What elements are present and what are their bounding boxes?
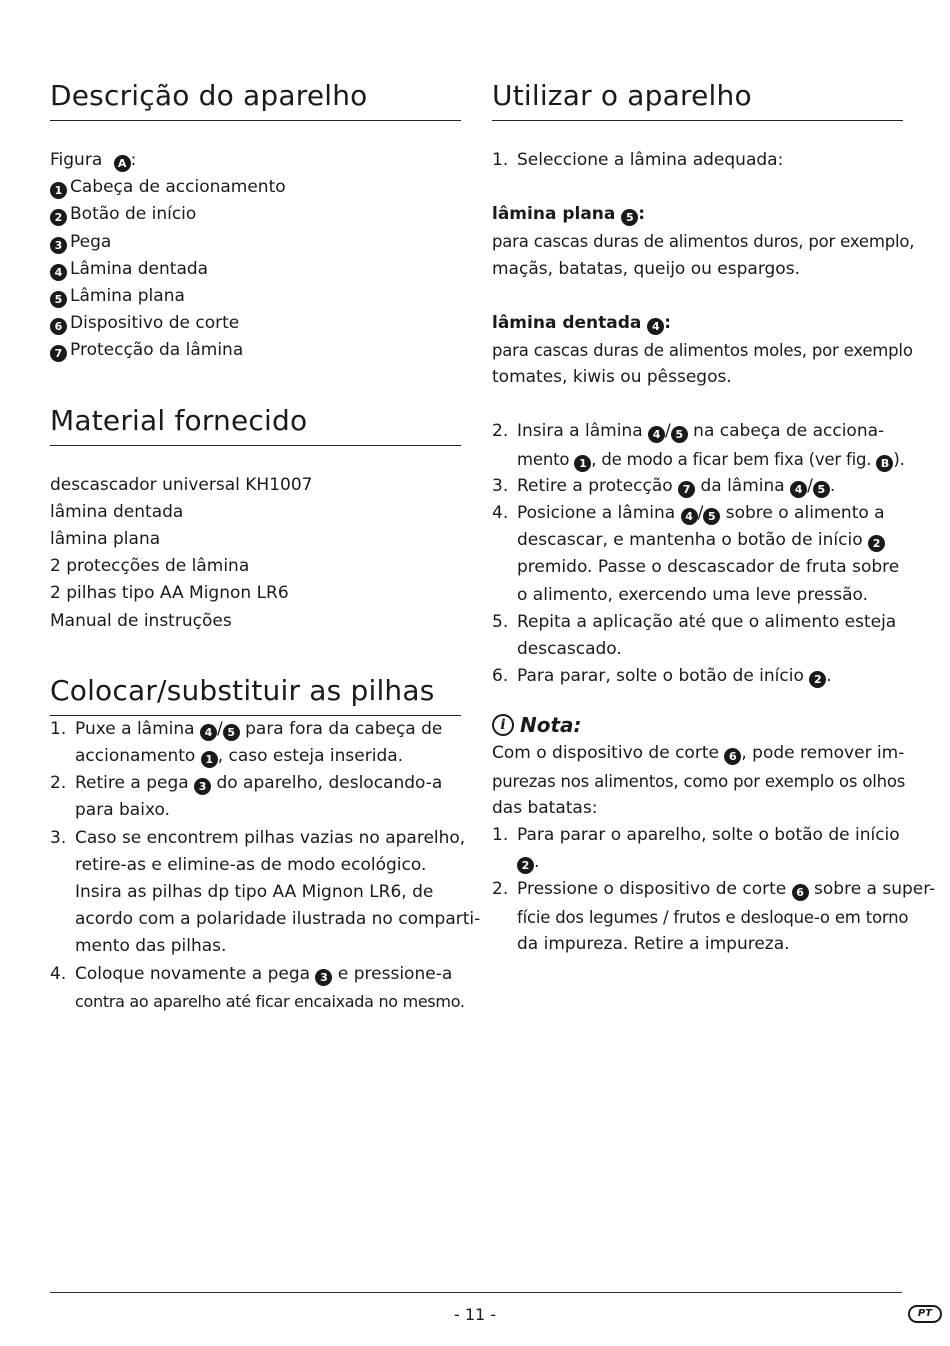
badge-4: 4 <box>681 508 698 525</box>
badge-2: 2 <box>868 535 885 552</box>
step-text: sobre o alimento a <box>720 503 885 524</box>
right-column <box>492 78 936 958</box>
part-badge: 6 <box>50 318 67 335</box>
step-text: Para parar o aparelho, solte o botão de início <box>517 825 900 846</box>
section-descricao <box>50 78 461 365</box>
step-text: . <box>826 666 832 687</box>
material-list <box>50 472 461 635</box>
pilhas-step-3 <box>50 825 481 961</box>
section-material <box>50 403 461 635</box>
badge-7: 7 <box>678 481 695 498</box>
badge-1: 1 <box>201 751 218 768</box>
blade-plana-text: maçãs, batatas, queijo ou espargos. <box>492 258 800 279</box>
blade-plana-block <box>492 201 915 283</box>
left-column <box>50 78 481 1053</box>
slash: / <box>665 421 671 442</box>
part-item <box>50 310 461 337</box>
section-utilizar <box>492 78 936 958</box>
step-text: . <box>829 475 836 496</box>
part-item <box>50 283 461 310</box>
step-number: 6. <box>492 666 509 687</box>
nota-body <box>492 740 936 958</box>
utilizar-step-5 <box>492 609 903 663</box>
step-text: Insira a lâmina <box>517 421 649 442</box>
part-badge: 4 <box>50 264 67 281</box>
heading-utilizar: Utilizar o aparelho <box>492 78 903 121</box>
parts-list <box>50 147 461 365</box>
badge-5: 5 <box>813 481 830 498</box>
badge-5: 5 <box>703 508 720 525</box>
step-text: , de modo a ficar bem fixa (ver fig. <box>591 449 877 469</box>
step-text: mento <box>517 449 575 469</box>
step-number: 1. <box>50 718 67 739</box>
figura-label: Figura <box>50 150 103 170</box>
blade-plana-text: para cascas duras de alimentos duros, por exemplo, <box>492 232 915 252</box>
heading-descricao: Descrição do aparelho <box>50 78 461 121</box>
step-text: , caso esteja inserida. <box>217 746 404 767</box>
step-text: Coloque novamente a pega <box>75 963 316 984</box>
badge-5: 5 <box>223 724 240 741</box>
figura-suffix: : <box>130 150 137 170</box>
part-badge: 2 <box>50 209 67 226</box>
blade-dentada-title: lâmina dentada <box>492 312 648 333</box>
part-badge: 5 <box>50 291 67 308</box>
colon: : <box>638 204 646 225</box>
step-number: 2. <box>50 773 67 794</box>
material-item: 2 pilhas tipo AA Mignon LR6 <box>50 583 289 604</box>
colon: : <box>664 312 672 333</box>
step-text: o alimento, exercendo uma leve pressão. <box>517 584 869 605</box>
blade-dentada-block <box>492 310 913 392</box>
step-text: Posicione a lâmina <box>517 503 681 524</box>
part-label: Cabeça de accionamento <box>70 177 286 198</box>
part-label: Protecção da lâmina <box>70 340 244 361</box>
part-item <box>50 174 461 201</box>
step-text: da lâmina <box>695 475 791 496</box>
section-pilhas <box>50 673 481 1015</box>
page-number: - 11 - <box>453 1305 497 1324</box>
badge-2: 2 <box>517 857 534 874</box>
blade-dentada-text: tomates, kiwis ou pêssegos. <box>492 367 732 388</box>
heading-pilhas: Colocar/substituir as pilhas <box>50 673 461 716</box>
badge-4: 4 <box>200 724 217 741</box>
badge-4: 4 <box>790 481 807 498</box>
part-label: Lâmina plana <box>70 286 185 307</box>
utilizar-step-1 <box>492 147 903 174</box>
nota-text: purezas nos alimentos, como por exemplo os olhos <box>492 771 906 791</box>
blade-plana-title: lâmina plana <box>492 204 622 225</box>
language-badge: PT <box>908 1305 942 1323</box>
badge-4: 4 <box>648 426 665 443</box>
step-text: acordo com a polaridade ilustrada no comparti- <box>75 909 481 930</box>
step-text: e pressione-a <box>332 963 453 984</box>
material-item: 2 protecções de lâmina <box>50 556 250 577</box>
step-text: Repita a aplicação até que o alimento esteja <box>517 611 897 632</box>
step-text: Insira as pilhas dp tipo AA Mignon LR6, de <box>75 882 434 903</box>
step-text: do aparelho, deslocando-a <box>211 773 443 794</box>
badge-5: 5 <box>621 209 638 226</box>
pilhas-step-1 <box>50 716 461 770</box>
utilizar-step-2 <box>492 418 903 472</box>
footer-divider <box>50 1292 902 1293</box>
pilhas-steps <box>50 716 481 1015</box>
material-item: Manual de instruções <box>50 610 232 631</box>
step-text: Para parar, solte o botão de início <box>517 666 810 687</box>
nota-title: Nota: <box>520 713 582 738</box>
step-text: Seleccione a lâmina adequada: <box>517 150 784 170</box>
step-text: Retire a protecção <box>517 475 679 496</box>
step-text: descascado. <box>517 639 622 660</box>
badge-3: 3 <box>315 969 332 986</box>
step-number: 2. <box>492 879 509 900</box>
part-label: Lâmina dentada <box>70 258 209 279</box>
pilhas-step-2 <box>50 770 461 824</box>
step-number: 4. <box>492 503 509 524</box>
step-text: contra ao aparelho até ficar encaixada no mesmo. <box>75 991 465 1011</box>
part-label: Pega <box>70 231 112 252</box>
badge-2: 2 <box>809 671 826 688</box>
part-item <box>50 229 461 256</box>
step-text: para fora da cabeça de <box>239 718 443 739</box>
nota-steps <box>492 822 936 958</box>
heading-material: Material fornecido <box>50 403 461 446</box>
step-number: 5. <box>492 611 509 632</box>
step-text: Caso se encontrem pilhas vazias no aparelho, <box>75 827 466 848</box>
step-text: para baixo. <box>75 800 170 821</box>
utilizar-steps <box>492 418 903 690</box>
step-number: 3. <box>492 475 509 496</box>
pilhas-step-4 <box>50 961 465 1015</box>
badge-1: 1 <box>574 455 591 472</box>
step-number: 1. <box>492 150 509 170</box>
nota-text: das batatas: <box>492 797 598 818</box>
part-item <box>50 256 461 283</box>
info-icon: i <box>492 714 514 736</box>
step-text: . <box>534 852 540 873</box>
figura-line <box>50 147 461 174</box>
step-text: mento das pilhas. <box>75 936 227 957</box>
step-text: Retire a pega <box>75 773 195 794</box>
utilizar-step-6 <box>492 663 903 690</box>
step-text: Pressione o dispositivo de corte <box>517 879 792 900</box>
utilizar-step-3 <box>492 473 903 500</box>
material-item: descascador universal KH1007 <box>50 474 313 495</box>
part-item <box>50 337 461 364</box>
part-badge: 3 <box>50 237 67 254</box>
utilizar-step-4 <box>492 500 903 609</box>
step-number: 1. <box>492 825 509 846</box>
nota-text: , pode remover im- <box>741 743 905 764</box>
slash: / <box>697 503 704 524</box>
slash: / <box>807 475 813 496</box>
badge-5: 5 <box>671 426 688 443</box>
step-text: retire-as e elimine-as de modo ecológico. <box>75 854 427 875</box>
slash: / <box>216 718 223 739</box>
part-label: Botão de início <box>70 204 197 225</box>
badge-3: 3 <box>194 778 211 795</box>
nota-heading <box>492 710 903 740</box>
figure-b-badge: B <box>876 455 893 472</box>
part-item <box>50 201 461 228</box>
nota-text: Com o dispositivo de corte <box>492 743 725 764</box>
material-item: lâmina dentada <box>50 501 184 522</box>
step-text: fície dos legumes / frutos e desloque-o em torno <box>517 907 909 927</box>
badge-6: 6 <box>724 748 741 765</box>
figure-a-badge: A <box>114 155 131 172</box>
nota-step-1 <box>492 822 903 876</box>
step-number: 2. <box>492 421 509 442</box>
step-text: descascar, e mantenha o botão de início <box>517 530 869 551</box>
badge-6: 6 <box>792 884 809 901</box>
step-text: sobre a super- <box>808 879 936 900</box>
nota-step-2 <box>492 876 936 958</box>
part-label: Dispositivo de corte <box>70 313 240 334</box>
part-badge: 1 <box>50 182 67 199</box>
badge-4: 4 <box>647 318 664 335</box>
step-text: accionamento <box>75 746 201 767</box>
step-text: na cabeça de acciona- <box>687 421 885 442</box>
material-item: lâmina plana <box>50 529 161 550</box>
blade-dentada-text: para cascas duras de alimentos moles, por exemplo <box>492 341 913 361</box>
utilizar-body <box>492 147 936 958</box>
step-number: 3. <box>50 827 67 848</box>
step-number: 4. <box>50 963 67 984</box>
part-badge: 7 <box>50 345 67 362</box>
step-text: ). <box>893 449 905 469</box>
step-text: premido. Passe o descascador de fruta sobre <box>517 557 900 578</box>
step-text: Puxe a lâmina <box>75 718 200 739</box>
step-text: da impureza. Retire a impureza. <box>517 933 790 954</box>
